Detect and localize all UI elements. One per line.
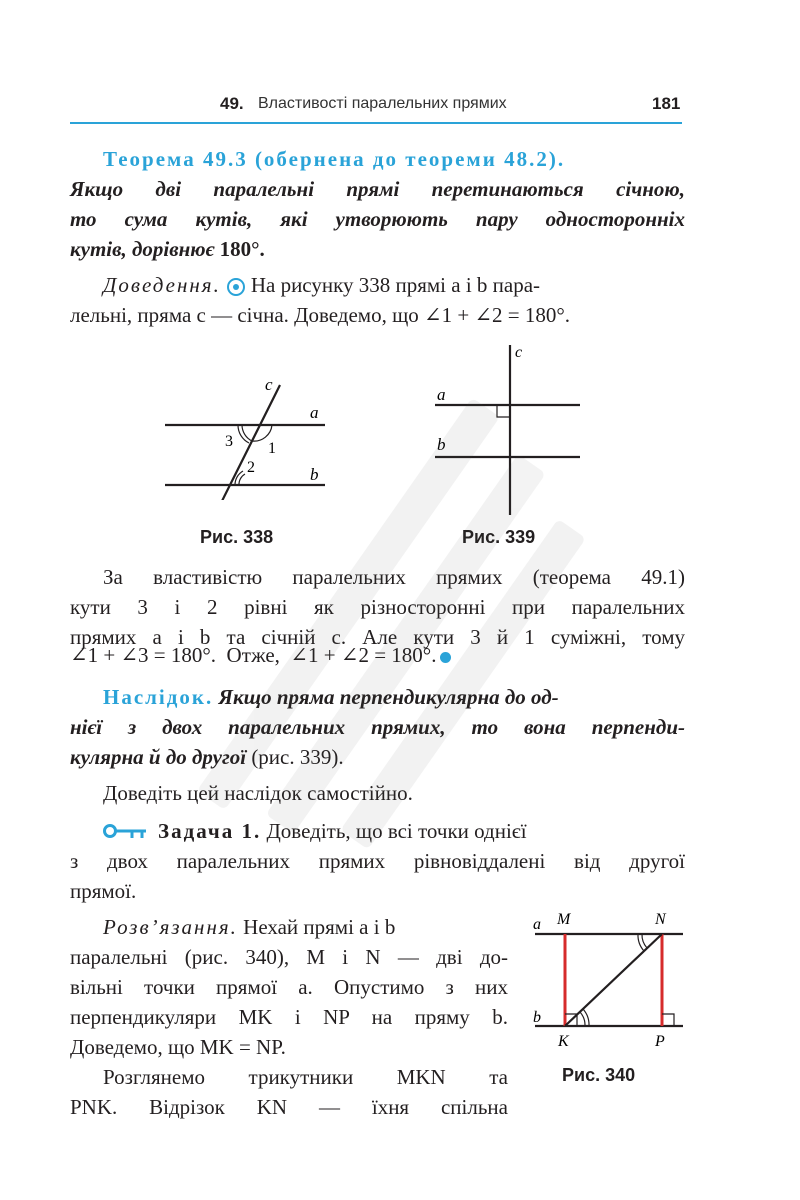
fig340-arc-n [642, 934, 647, 948]
task-line-3: прямої. [70, 879, 137, 903]
solution-line-6: Розглянемо трикутники MKN та [103, 1065, 508, 1089]
corollary-line-3: кулярна й до другої (рис. 339). [70, 745, 344, 769]
theorem-line-3: кутів, дорівнює 180°. [70, 237, 265, 261]
proof-body-line-4: ∠1 + ∠3 = 180°. Отже, ∠1 + ∠2 = 180°. [70, 640, 685, 670]
proof-start-icon [227, 278, 245, 296]
corollary-line-2: нієї з двох паралельних прямих, то вона перпенди- [70, 715, 685, 739]
fig340-label-k: K [558, 1033, 569, 1050]
corollary-line-1: Наслідок. Якщо пряма перпендикулярна до од- [103, 685, 559, 709]
fig340-label-b: b [533, 1009, 541, 1026]
page-number: 181 [652, 94, 681, 113]
header-divider [70, 122, 682, 124]
fig338-label-3: 3 [225, 433, 233, 450]
figure-339 [425, 340, 595, 520]
fig340-arc-k [580, 1012, 585, 1026]
key-icon [102, 823, 148, 839]
section-number: 49. [220, 94, 244, 113]
exercise-text: Доведіть цей наслідок самостійно. [103, 781, 413, 805]
proof-line-2: лельні, пряма c — січна. Доведемо, що ∠1 + ∠2 = 180°. [70, 303, 571, 327]
fig339-label-a: a [437, 385, 446, 404]
fig338-label-b: b [310, 465, 319, 484]
solution-line-2: паралельні (рис. 340), M і N — дві до- [70, 945, 508, 969]
proof-line-1: Доведення. На рисунку 338 прямі a і b пара- [103, 273, 541, 297]
solution-line-4: перпендикуляри MK і NP на пряму b. [70, 1005, 508, 1029]
fig338-arc-3b [238, 425, 249, 443]
figure-338 [150, 370, 350, 500]
theorem-line-2: то сума кутів, які утворюють пару односторонніх [70, 207, 685, 231]
fig339-right-angle [497, 405, 510, 417]
section-title: Властивості паралельних прямих [258, 95, 507, 112]
proof-body-line-1: За властивістю паралельних прямих (теорема 49.1) [103, 565, 685, 589]
figure-340 [525, 905, 690, 1055]
solution-line-1: Розв’язання. Нехай прямі a і b [103, 915, 396, 939]
solution-line-3: вільні точки прямої a. Опустимо з них [70, 975, 508, 999]
solution-line-5: Доведемо, що MK = NP. [70, 1035, 286, 1059]
fig338-label-1: 1 [268, 440, 276, 457]
fig338-caption: Рис. 338 [200, 527, 274, 547]
fig340-caption: Рис. 340 [562, 1065, 636, 1085]
fig340-right-angle-p [662, 1014, 674, 1026]
fig340-segment-kn [565, 934, 662, 1026]
task-line-1: Задача 1. Доведіть, що всі точки однієї [158, 819, 527, 843]
fig340-label-p: P [655, 1033, 665, 1050]
theorem-heading: Теорема 49.3 (обернена до теореми 48.2). [103, 147, 566, 171]
fig338-label-a: a [310, 403, 319, 422]
fig338-label-2: 2 [247, 459, 255, 476]
solution-line-7: PNK. Відрізок KN — їхня спільна [70, 1095, 508, 1119]
proof-body-line-2: кути 3 і 2 рівні як різносторонні при паралельних [70, 595, 685, 619]
fig340-label-n: N [655, 911, 666, 928]
fig338-arc-2b [239, 474, 245, 485]
proof-end-icon [440, 652, 451, 663]
proof-body-line-3: прямих a і b та січній c. Але кути 3 й 1 суміжні, тому [70, 625, 685, 649]
theorem-line-1: Якщо дві паралельні прямі перетинаються січною, [70, 177, 685, 201]
task-line-2: з двох паралельних прямих рівновіддалені від другої [70, 849, 685, 873]
fig340-label-m: M [557, 911, 571, 928]
fig340-label-a: a [533, 916, 541, 933]
fig338-label-c: c [265, 375, 273, 394]
fig339-label-c: c [515, 344, 523, 361]
fig339-label-b: b [437, 435, 446, 454]
fig339-caption: Рис. 339 [462, 527, 536, 547]
